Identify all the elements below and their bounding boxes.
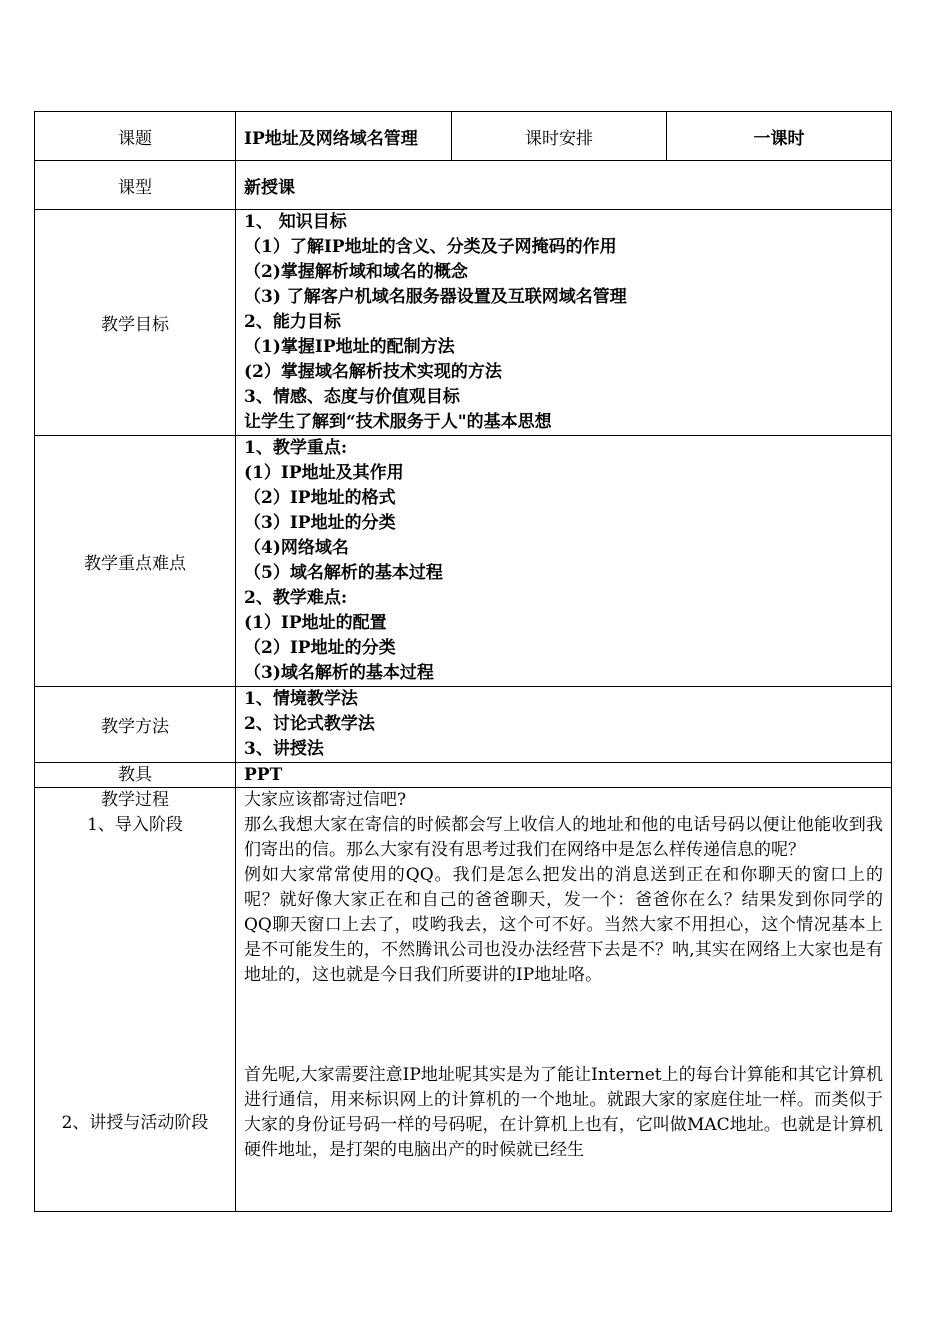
methods-label: 教学方法 xyxy=(35,687,236,763)
process-row xyxy=(35,788,892,1212)
methods-row xyxy=(35,687,892,763)
method-line: 2、讨论式教学法 xyxy=(244,714,375,734)
keypoint-line: （3）IP地址的分类 xyxy=(244,513,396,533)
objective-line: 3、情感、态度与价值观目标 xyxy=(244,387,460,407)
lesson-plan-table xyxy=(34,111,892,1212)
objective-line: 2、能力目标 xyxy=(244,312,341,332)
topic-row xyxy=(35,112,892,161)
tools-label: 教具 xyxy=(35,763,236,788)
type-value: 新授课 xyxy=(236,161,892,210)
process-paragraph: 那么我想大家在寄信的时候都会写上收信人的地址和他的电话号码以便让他能收到我们寄出的信。那么大家有没有思考过我们在网络中是怎么样传递信息的呢？ xyxy=(244,815,883,860)
topic-value: IP地址及网络域名管理 xyxy=(236,112,452,161)
keypoint-line: (1）IP地址的配置 xyxy=(244,613,387,633)
type-label: 课型 xyxy=(35,161,236,210)
tools-row xyxy=(35,763,892,788)
keypoint-line: 1、教学重点: xyxy=(244,438,348,458)
keypoints-content xyxy=(236,436,892,687)
keypoint-line: (1）IP地址及其作用 xyxy=(244,463,404,483)
keypoint-line: （2）IP地址的分类 xyxy=(244,638,396,658)
stage1-label: 1、导入阶段 xyxy=(87,815,183,835)
objective-line: (2）掌握域名解析技术实现的方法 xyxy=(244,362,502,382)
methods-content xyxy=(236,687,892,763)
keypoint-line: （5）域名解析的基本过程 xyxy=(244,563,443,583)
stage2-label: 2、讲授与活动阶段 xyxy=(61,1113,209,1133)
process-label-cell xyxy=(35,788,236,1212)
objectives-content xyxy=(236,210,892,436)
type-row xyxy=(35,161,892,210)
keypoints-label: 教学重点难点 xyxy=(35,436,236,687)
objective-line: 让学生了解到“技术服务于人"的基本思想 xyxy=(244,412,552,432)
tools-value: PPT xyxy=(236,763,892,788)
objective-line: （2)掌握解析域和域名的概念 xyxy=(244,262,468,282)
objective-line: 1、 知识目标 xyxy=(244,212,347,232)
hours-label: 课时安排 xyxy=(452,112,667,161)
objective-line: （1）了解IP地址的含义、分类及子网掩码的作用 xyxy=(244,237,617,257)
method-line: 3、讲授法 xyxy=(244,739,324,759)
keypoint-line: （4)网络域名 xyxy=(244,538,349,558)
topic-label: 课题 xyxy=(35,112,236,161)
method-line: 1、情境教学法 xyxy=(244,689,358,709)
process-paragraph: 例如大家常常使用的QQ。我们是怎么把发出的消息送到正在和你聊天的窗口上的呢？就好像大家正在和自己的爸爸聊天，发一个：爸爸你在么？结果发到你同学的QQ聊天窗口上去了，哎哟我去，这个可不好。当然大家不用担心，这个情况基本上是不可能发生的，不然腾讯公司也没办法经营下去是不？呐,其实在网络上大家也是有地址的，这也就是今日我们所要讲的IP地址咯。 xyxy=(244,865,883,985)
keypoint-line: 2、教学难点: xyxy=(244,588,348,608)
process-content xyxy=(236,788,892,1212)
objective-line: （3) 了解客户机域名服务器设置及互联网域名管理 xyxy=(244,287,627,307)
keypoint-line: （2）IP地址的格式 xyxy=(244,488,396,508)
objective-line: （1)掌握IP地址的配制方法 xyxy=(244,337,455,357)
objectives-row xyxy=(35,210,892,436)
process-paragraph: 大家应该都寄过信吧? xyxy=(244,790,407,810)
keypoints-row xyxy=(35,436,892,687)
objectives-label: 教学目标 xyxy=(35,210,236,436)
process-label: 教学过程 xyxy=(101,790,169,810)
keypoint-line: （3)域名解析的基本过程 xyxy=(244,663,434,683)
hours-value: 一课时 xyxy=(667,112,892,161)
process-paragraph: 首先呢,大家需要注意IP地址呢其实是为了能让Internet上的每台计算能和其它计算机进行通信，用来标识网上的计算机的一个地址。就跟大家的家庭住址一样。而类似于大家的身份证号码一样的号码呢，在计算机上也有，它叫做MAC地址。也就是计算机硬件地址，是打架的电脑出产的时候就已经生 xyxy=(244,1065,883,1160)
